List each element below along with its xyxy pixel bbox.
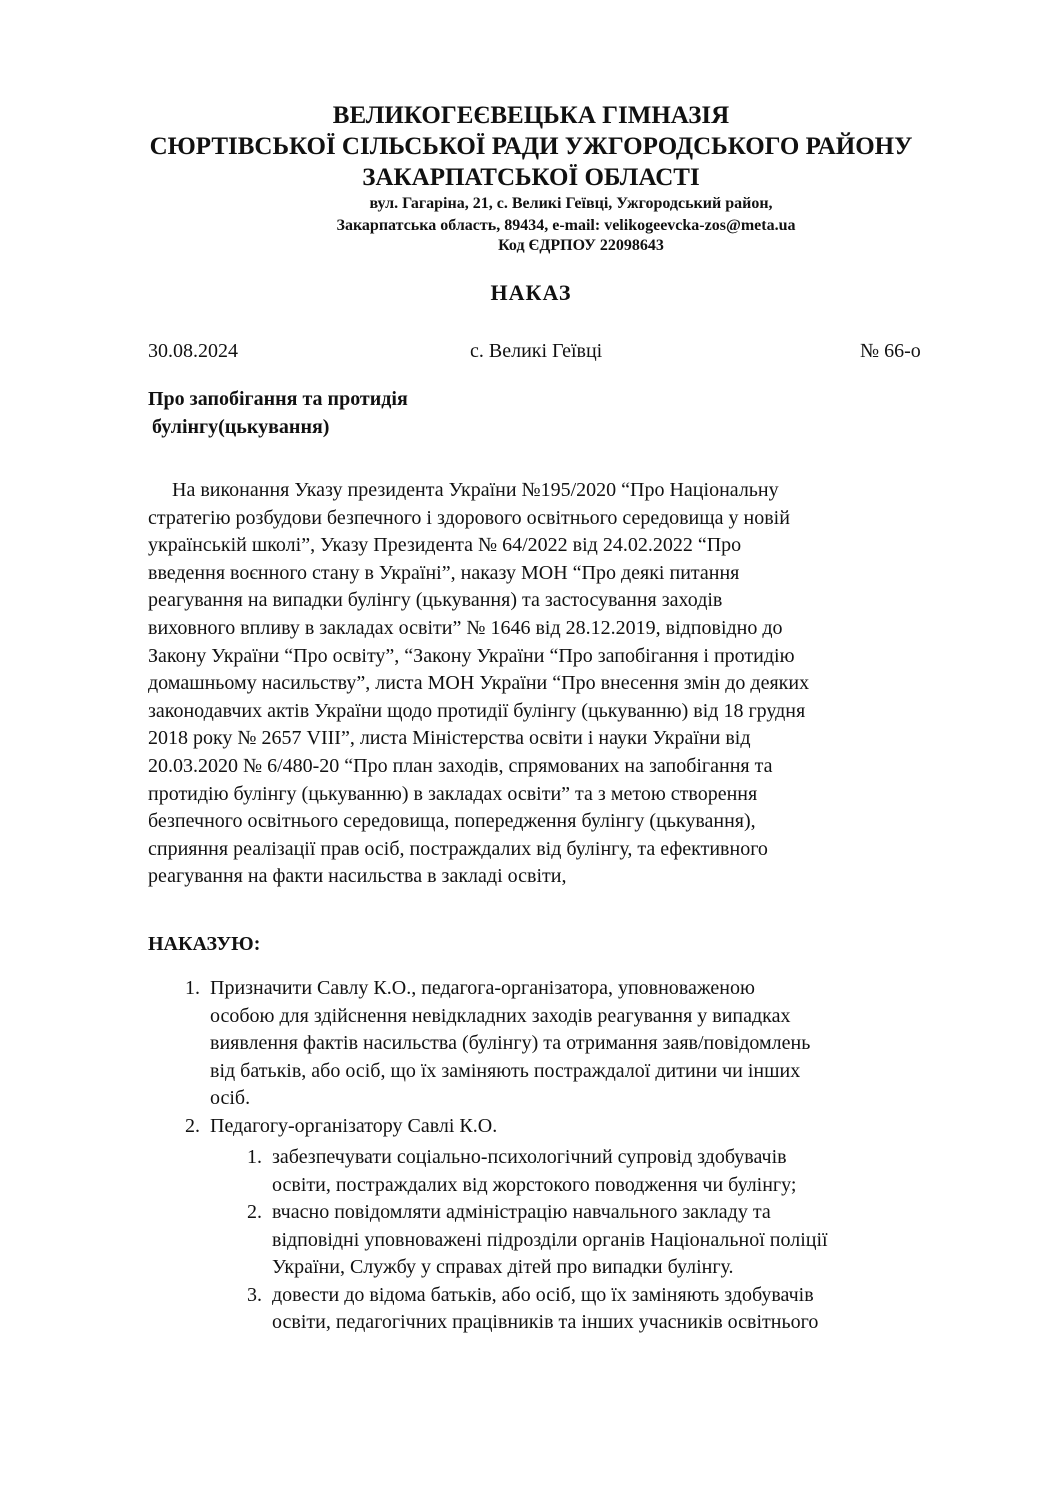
item-text-line: освіти, постраждалих від жорстокого поводження чи булінгу;: [272, 1173, 797, 1196]
preamble-paragraph: [148, 477, 948, 891]
preamble-line: стратегію розбудови безпечного і здорового освітнього середовища у новій: [148, 506, 790, 529]
order-subject: [148, 385, 408, 441]
order-date: 30.08.2024: [148, 340, 238, 362]
order-heading: НАКАЗУЮ:: [148, 933, 261, 955]
org-name-line-3: ЗАКАРПАТСЬКОЇ ОБЛАСТІ: [362, 164, 700, 191]
preamble-line: законодавчих актів України щодо протидії булінгу (цькуванню) від 18 грудня: [148, 699, 806, 722]
preamble-line: протидію булінгу (цькуванню) в закладах освіти” та з метою створення: [148, 782, 758, 805]
preamble-line: безпечного освітнього середовища, попередження булінгу (цькування),: [148, 810, 756, 833]
preamble-line: введення воєнного стану в Україні”, наказу МОН “Про деякі питання: [148, 561, 740, 584]
item-text-line: осіб.: [210, 1087, 251, 1109]
item-number: 2.: [247, 1201, 262, 1223]
org-name-line-2: СЮРТІВСЬКОЇ СІЛЬСЬКОЇ РАДИ УЖГОРОДСЬКОГО РАЙОНУ: [149, 133, 913, 160]
item-text-line: довести до відома батьків, або осіб, що їх заміняють здобувачів: [272, 1283, 814, 1306]
preamble-line: Закону України “Про освіту”, “Закону України “Про запобігання і протидію: [148, 644, 795, 667]
preamble-line: На виконання Указу президента України №195/2020 “Про Національну: [172, 479, 779, 501]
document-title: НАКАЗ: [490, 280, 572, 305]
subject-line-1: Про запобігання та протидія: [148, 388, 408, 410]
subject-line-2: булінгу(цькування): [152, 416, 330, 438]
item-text-line: забезпечувати соціально-психологічний супровід здобувачів: [272, 1146, 787, 1168]
item-text-line: виявлення фактів насильства (булінгу) та отримання заяв/повідомлень: [210, 1032, 811, 1054]
item-text-line: Призначити Савлу К.О., педагога-організатора, уповноваженою: [210, 977, 755, 999]
address-line-2: Закарпатська область, 89434, e-mail: velikogeevcka-zos@meta.ua: [336, 217, 796, 234]
item-text-line: вчасно повідомляти адміністрацію навчального закладу та: [272, 1201, 771, 1223]
preamble-line: реагування на факти насильства в закладі освіти,: [148, 865, 567, 888]
preamble-line: домашньому насильству”, листа МОН України “Про внесення змін до деяких: [148, 672, 810, 695]
item-number: 1.: [247, 1146, 262, 1168]
letterhead: [0, 100, 1062, 193]
preamble-line: виховного впливу в закладах освіти” № 1646 від 28.12.2019, відповідно до: [148, 616, 783, 639]
item-text-line: України, Службу у справах дітей про випадки булінгу.: [272, 1256, 734, 1278]
preamble-line: реагування на випадки булінгу (цькування) та застосування заходів: [148, 589, 723, 612]
preamble-line: 2018 року № 2657 VIII”, листа Міністерства освіти і науки України від: [148, 727, 751, 750]
item-number: 2.: [185, 1114, 200, 1137]
item-number: 1.: [185, 977, 200, 999]
address-line-1: вул. Гагаріна, 21, с. Великі Геївці, Ужгородський район,: [369, 195, 773, 212]
item-text-line: освіти, педагогічних працівників та інших учасників освітнього: [272, 1311, 819, 1333]
item-text-line: особою для здійснення невідкладних заходів реагування у випадках: [210, 1004, 791, 1027]
item-text-line: від батьків, або осіб, що їх заміняють постраждалої дитини чи інших: [210, 1059, 801, 1082]
preamble-line: 20.03.2020 № 6/480-20 “Про план заходів, спрямованих на запобігання та: [148, 754, 773, 777]
order-place: с. Великі Геївці: [470, 340, 603, 362]
org-name-line-1: ВЕЛИКОГЕЄВЕЦЬКА ГІМНАЗІЯ: [332, 102, 730, 129]
item-text-line: відповідні уповноважені підрозділи органів Національної поліції: [272, 1228, 828, 1251]
preamble-line: українській школі”, Указу Президента № 64/2022 від 24.02.2022 “Про: [148, 534, 742, 557]
order-number: № 66-о: [860, 340, 921, 362]
item-text-line: Педагогу-організатору Савлі К.О.: [210, 1114, 498, 1137]
preamble-line: сприяння реалізації прав осіб, постраждалих від булінгу, та ефективного: [148, 837, 768, 860]
item-number: 3.: [247, 1283, 262, 1306]
edrpou-code: Код ЄДРПОУ 22098643: [498, 237, 664, 254]
